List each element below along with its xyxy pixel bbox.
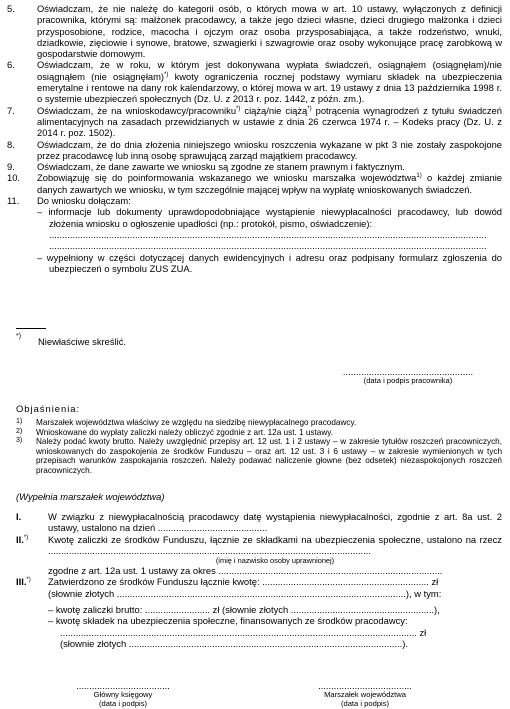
declaration-5 — [0, 3, 510, 59]
declaration-number: 5. — [7, 3, 15, 14]
footnote-mark: *) — [16, 333, 22, 340]
signature-caption: (data i podpis) — [340, 699, 390, 709]
marshal-item-I: I. W związku z niewypłacalnością pracodawcy datę wystąpienia niewypłacalności, zgodnie z art. 8a ust. 2 ustawy, ustalono na dzień .......................................... — [16, 511, 502, 534]
footnote-text: Niewłaściwe skreślić. — [38, 336, 127, 347]
declaration-text: Oświadczam, że nie należę do kategorii osób, o których mowa w art. 10 ustawy, wyłączonych z definicji pracownika, którymi są: małżonek pracodawcy, a także jego dzieci własne, dzieci drugiego małżonka i dzieci przysposobione, rodzice, macocha i ojczym oraz osoba przysposabiająca, a także rodzeństwo, wnuki, dziadkowie, zięciowie i synowe, bratowe, szwagierki i szwagrowie oraz osoby wykonujące pracę zarobkową w gospodarstwie domowym. — [37, 3, 502, 60]
employee-signature — [318, 367, 498, 385]
footnote-divider — [16, 328, 46, 329]
attachment-fill-line[interactable]: ........................................................................................................................................................................ — [49, 240, 487, 252]
declaration-number: 11. — [7, 195, 20, 207]
signature-caption: Marszałek województwa — [324, 690, 406, 700]
declaration-number: 9. — [7, 161, 15, 173]
contributions-line: – kwotę składek na ubezpieczenia społeczne, finansowanych ze środków pracodawcy: — [48, 615, 408, 627]
amount-in-words-line[interactable]: (słownie złotych ...............................................................................................................), w tym: — [48, 587, 442, 599]
signature-caption: Główny księgowy — [93, 690, 153, 700]
signature-line[interactable]: .................................... — [318, 680, 412, 691]
field-caption: (imię i nazwisko osoby uprawnionej) — [215, 556, 335, 566]
marshal-item-II: II.*) Kwotę zaliczki ze środków Funduszu, łącznie ze składkami na ubezpieczenia społeczne, ustalono na rzecz ............................................................................................................................ (imię i nazwisko osoby uprawnionej) zgodne z art. 12a ust. 1 ustawy za okres ...................................................................................... — [16, 533, 502, 577]
declaration-text: Oświadczam, że w roku, w którym jest dokonywana wypłata świadczeń, osiągnąłem (osiągnęłam)/nie osiągnąłem (nie osiągnęłam)*) kwoty ograniczenia rocznej podstawy wymiaru składek na ubezpieczenia emerytalne i rentowe na dany rok kalendarzowy, o której mowa w art. 19 ustawy z dnia 13 października 1998 r. o systemie ubezpieczeń społecznych (Dz. U. z 2013 r. poz. 1442, z późn. zm.). — [37, 59, 502, 105]
declaration-7 — [0, 105, 510, 139]
declaration-number: 8. — [7, 138, 15, 150]
advance-gross-line[interactable]: – kwotę zaliczki brutto: ......................... zł (słownie złotych .......................................................), — [48, 604, 440, 616]
marshal-item-III: III.*) Zatwierdzono ze środków Funduszu łącznie kwotę: ................................................................ zł (słownie złotych ...............................................................................................................), w tym: – kwotę zaliczki brutto: ......................... zł (słownie złotych .......................................................), – kwotę składek na ubezpieczenia społeczne, finansowanych ze środków pracodawcy: ......................................................................................................................................... zł (słownie złotych .........................................................................................................). — [0, 576, 510, 649]
explanation-item: 3) Należy podać kwoty brutto. Należy uwzględnić przepisy art. 12 ust. 1 i 2 ustawy – w zakresie tytułów roszczeń pracowniczych, wnioskowanych do zaspokojenia ze środków Funduszu – oraz art. 12 ust. 3 i 6 ustawy – w zakresie wymienionych w tych przepisach warunków zaspokajania roszczeń. Należy podawać naliczenie głowne (bez odsetek) niezaspokojonych roszczeń pracowniczych. — [16, 437, 502, 475]
signature-line[interactable]: .................................................. — [342, 366, 474, 377]
declarations-section — [0, 3, 510, 274]
declaration-number: 7. — [7, 104, 15, 116]
declaration-8 — [0, 139, 510, 162]
declaration-10 — [0, 172, 510, 195]
signature-caption: (data i podpis pracownika) — [363, 376, 453, 386]
contributions-amount-line[interactable]: ......................................................................................................................................... zł — [60, 626, 427, 638]
explanations-list — [16, 418, 502, 476]
explanation-item: 1) Marszałek województwa właściwy ze względu na siedzibę niewypłacalnego pracodawcy. — [16, 418, 357, 427]
explanation-item: 2) Wnioskowane do wypłaty zaliczki należy obliczyć zgodnie z art. 12a ust. 1 ustawy. — [16, 427, 334, 437]
marshal-section — [0, 511, 510, 649]
declaration-text: Oświadczam, że do dnia złożenia niniejszego wniosku roszczenia wykazane w pkt 3 nie zostały zaspokojone przez pracodawcę lub inną osobę sprawującą zarząd majątkiem pracodawcy. — [37, 138, 502, 161]
marshal-section-heading: (Wypełnia marszałek województwa) — [16, 491, 165, 502]
attachment-item-insolvency-docs: – informacje lub dokumenty uprawdopodobniające wystąpienie niewypłacalności pracodawcy, lub dowód złożenia wniosku o ogłoszenie upadłości (np.: protokół, pismo, oświadczenie): — [37, 206, 502, 229]
declaration-6 — [0, 59, 510, 104]
declaration-text: Zobowiązuję się do poinformowania wskazanego we wniosku marszałka województwa$^{1)}$ o każdej zmianie danych zawartych we wniosku, w tym szczególnie mającej wpływ na wypłatę wnioskowanych świadczeń. — [37, 172, 502, 195]
period-line[interactable]: zgodne z art. 12a ust. 1 ustawy za okres ...................................................................................... — [48, 565, 443, 577]
declaration-text: Do wniosku dołączam: — [37, 195, 131, 207]
marshal-signature — [290, 681, 440, 709]
declaration-text: Oświadczam, że na wnioskodawcy/pracowniku*) ciążą/nie ciążą*) potrącenia wynagrodzeń z tytułu świadczeń alimentacyjnych na zasadach przewidzianych w ustawie z dnia 26 czerwca 1974 r. – Kodeks pracy (Dz. U. z 2014 r. poz. 1502). — [37, 104, 502, 139]
contributions-words-line[interactable]: (słownie złotych .........................................................................................................). — [60, 637, 408, 649]
explanations-heading: Objaśnienia: — [16, 403, 81, 414]
attachment-item-zus-zua: – wypełniony w części dotyczącej danych ewidencyjnych i adresu oraz podpisany formularz zgłoszenia do ubezpieczeń o symbolu ZUS ZUA. — [37, 251, 502, 274]
declaration-number: 6. — [7, 59, 15, 71]
attachment-fill-line[interactable]: ........................................................................................................................................................................ — [49, 228, 487, 240]
declaration-9 — [0, 161, 510, 172]
declaration-number: 10. — [7, 172, 21, 184]
chief-accountant-signature — [48, 681, 198, 709]
declaration-11 — [0, 195, 510, 206]
signature-line[interactable]: .................................... — [76, 680, 170, 691]
approved-amount-line[interactable]: Zatwierdzono ze środków Funduszu łącznie kwotę: ................................................................ zł — [48, 576, 439, 588]
declaration-text: Oświadczam, że dane zawarte we wniosku są zgodne ze stanem prawnym i faktycznym. — [37, 161, 405, 173]
signature-caption: (data i podpis) — [98, 699, 148, 709]
